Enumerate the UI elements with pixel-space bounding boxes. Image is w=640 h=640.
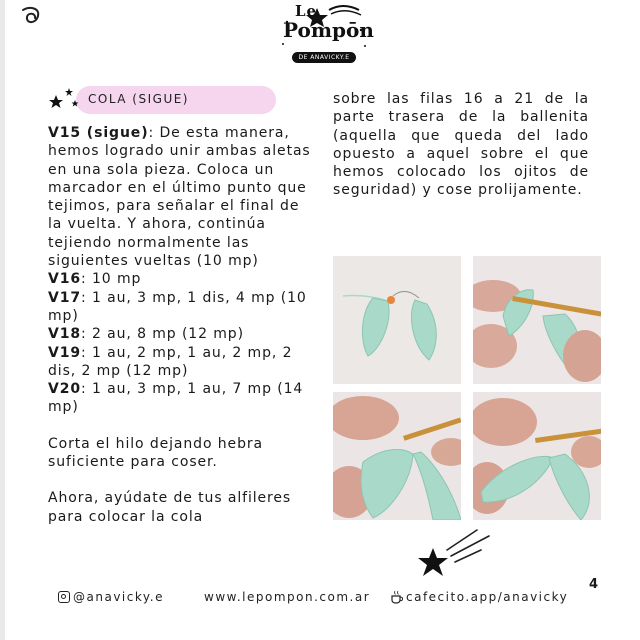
- logo-line-2: Pompōn: [283, 18, 374, 42]
- step-photo-4: [473, 392, 601, 520]
- instagram-handle: @anavicky.e: [73, 590, 164, 604]
- section-heading: [48, 84, 238, 114]
- round-v18: [48, 325, 314, 343]
- curl-decoration-icon: [20, 4, 46, 30]
- page-edge: [0, 0, 5, 640]
- paragraph-pins: Ahora, ayúdate de tus alfileres para colocar la cola: [48, 490, 292, 525]
- coffee-cup-icon: [390, 590, 404, 604]
- right-column-text: sobre las filas 16 a 21 de la parte trasera de la ballenita (aquella que queda del lado opuesto a aquel sobre el que hemos colocado los ojitos de seguridad) y cose prolijamente.: [333, 91, 589, 199]
- round-label: V15 (sigue): [48, 125, 149, 141]
- round-label: V19: [48, 344, 82, 361]
- instagram-icon: [58, 591, 70, 603]
- footer-cafecito[interactable]: [390, 590, 568, 604]
- footer: [0, 590, 640, 610]
- section-title: COLA (SIGUE): [88, 92, 189, 106]
- logo-subtitle: DE ANAVICKY.E: [292, 52, 356, 63]
- logo-line-1: Le: [295, 2, 318, 20]
- round-label: V17: [48, 289, 82, 306]
- round-v16: [48, 270, 314, 288]
- step-photo-1: [333, 256, 461, 384]
- paragraph-cut: Corta el hilo dejando hebra suficiente para coser.: [48, 435, 263, 471]
- round-label: V20: [48, 381, 82, 398]
- page-number: 4: [589, 577, 599, 592]
- round-v17: [48, 289, 314, 326]
- left-column: [48, 124, 314, 526]
- round-v20: [48, 380, 314, 417]
- round-text: : 2 au, 8 mp (12 mp): [81, 326, 244, 343]
- round-text: : 10 mp: [81, 271, 142, 288]
- paragraph-text: : De esta manera, hemos logrado unir ambas aletas en una sola pieza. Coloca un marcador en el último punto que tejimos, para señalar el final de la vuelta. Y ahora, continúa tejiendo normalmente las siguientes vueltas (10 mp): [48, 125, 311, 270]
- footer-website-link[interactable]: www.lepompon.com.ar: [204, 590, 371, 604]
- round-label: V16: [48, 271, 82, 288]
- paragraph-v15: [48, 124, 314, 270]
- round-label: V18: [48, 326, 82, 343]
- round-text: : 1 au, 3 mp, 1 au, 7 mp (14 mp): [48, 381, 304, 416]
- step-photo-3: [333, 392, 461, 520]
- round-text: : 1 au, 3 mp, 1 dis, 4 mp (10 mp): [48, 289, 307, 324]
- footer-instagram[interactable]: [58, 590, 164, 604]
- round-v19: [48, 344, 314, 381]
- stars-icon: [48, 86, 82, 112]
- shooting-star-icon: [415, 524, 515, 588]
- step-photo-2: [473, 256, 601, 384]
- round-text: : 1 au, 2 mp, 1 au, 2 mp, 2 dis, 2 mp (12 mp): [48, 344, 293, 379]
- cafecito-link: cafecito.app/anavicky: [406, 590, 569, 604]
